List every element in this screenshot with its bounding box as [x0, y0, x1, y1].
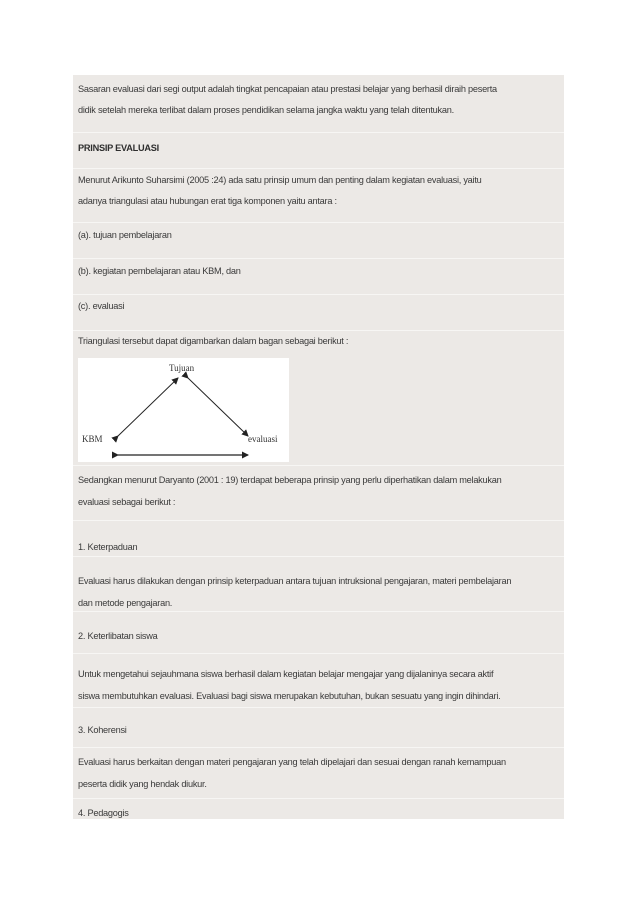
list-item-b: [73, 258, 564, 295]
label-kbm: KBM: [82, 434, 103, 444]
text-line: Sasaran evaluasi dari segi output adalah tingkat pencapaian atau prestasi belajar yang berhasil diraih peserta: [78, 84, 497, 94]
section-heading-row: [73, 132, 564, 169]
principle-2-body: [73, 653, 564, 708]
text-line: dan metode pengajaran.: [78, 598, 173, 608]
list-item-text: (b). kegiatan pembelajaran atau KBM, dan: [78, 266, 241, 276]
section-heading: PRINSIP EVALUASI: [78, 143, 159, 153]
text-line: adanya triangulasi atau hubungan erat tiga komponen yaitu antara :: [78, 196, 337, 206]
principle-1-heading: [73, 520, 564, 557]
principle-2-heading: [73, 611, 564, 654]
label-evaluasi: evaluasi: [248, 434, 278, 444]
paragraph-arikunto: [73, 168, 564, 223]
text-line: Menurut Arikunto Suharsimi (2005 :24) ada satu prinsip umum dan penting dalam kegiatan evaluasi, yaitu: [78, 175, 482, 185]
principle-title: 2. Keterlibatan siswa: [78, 631, 158, 641]
principle-4-heading: [73, 798, 564, 820]
text-line: Triangulasi tersebut dapat digambarkan dalam bagan sebagai berikut :: [78, 336, 349, 346]
principle-title: 1. Keterpaduan: [78, 542, 138, 552]
text-line: Evaluasi harus dilakukan dengan prinsip keterpaduan antara tujuan intruksional pengajaran, materi pembelajaran: [78, 576, 512, 586]
text-line: peserta didik yang hendak diukur.: [78, 779, 207, 789]
principle-title: 3. Koherensi: [78, 725, 127, 735]
label-tujuan: Tujuan: [169, 363, 195, 373]
text-line: siswa membutuhkan evaluasi. Evaluasi bagi siswa merupakan kebutuhan, bukan sesuatu yang ingin dihindari.: [78, 691, 501, 701]
text-line: Untuk mengetahui sejauhmana siswa berhasil dalam kegiatan belajar mengajar yang dijalaninya secara aktif: [78, 669, 494, 679]
text-line: Evaluasi harus berkaitan dengan materi pengajaran yang telah dipelajari dan sesuai dengan ranah kemampuan: [78, 757, 506, 767]
arrow-tujuan-to-evaluasi: [188, 378, 248, 436]
list-item-c: [73, 294, 564, 331]
text-line: evaluasi sebagai berikut :: [78, 497, 176, 507]
triangle-svg: [78, 358, 289, 462]
principle-3-heading: [73, 707, 564, 748]
principle-title: 4. Pedagogis: [78, 808, 129, 818]
paragraph-sasaran: [73, 75, 564, 132]
principle-3-body: [73, 747, 564, 799]
text-line: didik setelah mereka terlibat dalam proses pendidikan selama jangka waktu yang telah ditentukan.: [78, 105, 454, 115]
paragraph-daryanto: [73, 465, 564, 521]
arrow-kbm-to-tujuan: [118, 378, 178, 436]
list-item-a: [73, 222, 564, 259]
triangulation-diagram: [78, 358, 289, 462]
principle-1-body: [73, 556, 564, 612]
document-panel: [73, 75, 564, 819]
list-item-text: (c). evaluasi: [78, 301, 125, 311]
list-item-text: (a). tujuan pembelajaran: [78, 230, 172, 240]
text-line: Sedangkan menurut Daryanto (2001 : 19) terdapat beberapa prinsip yang perlu diperhatikan dalam melakukan: [78, 475, 502, 485]
